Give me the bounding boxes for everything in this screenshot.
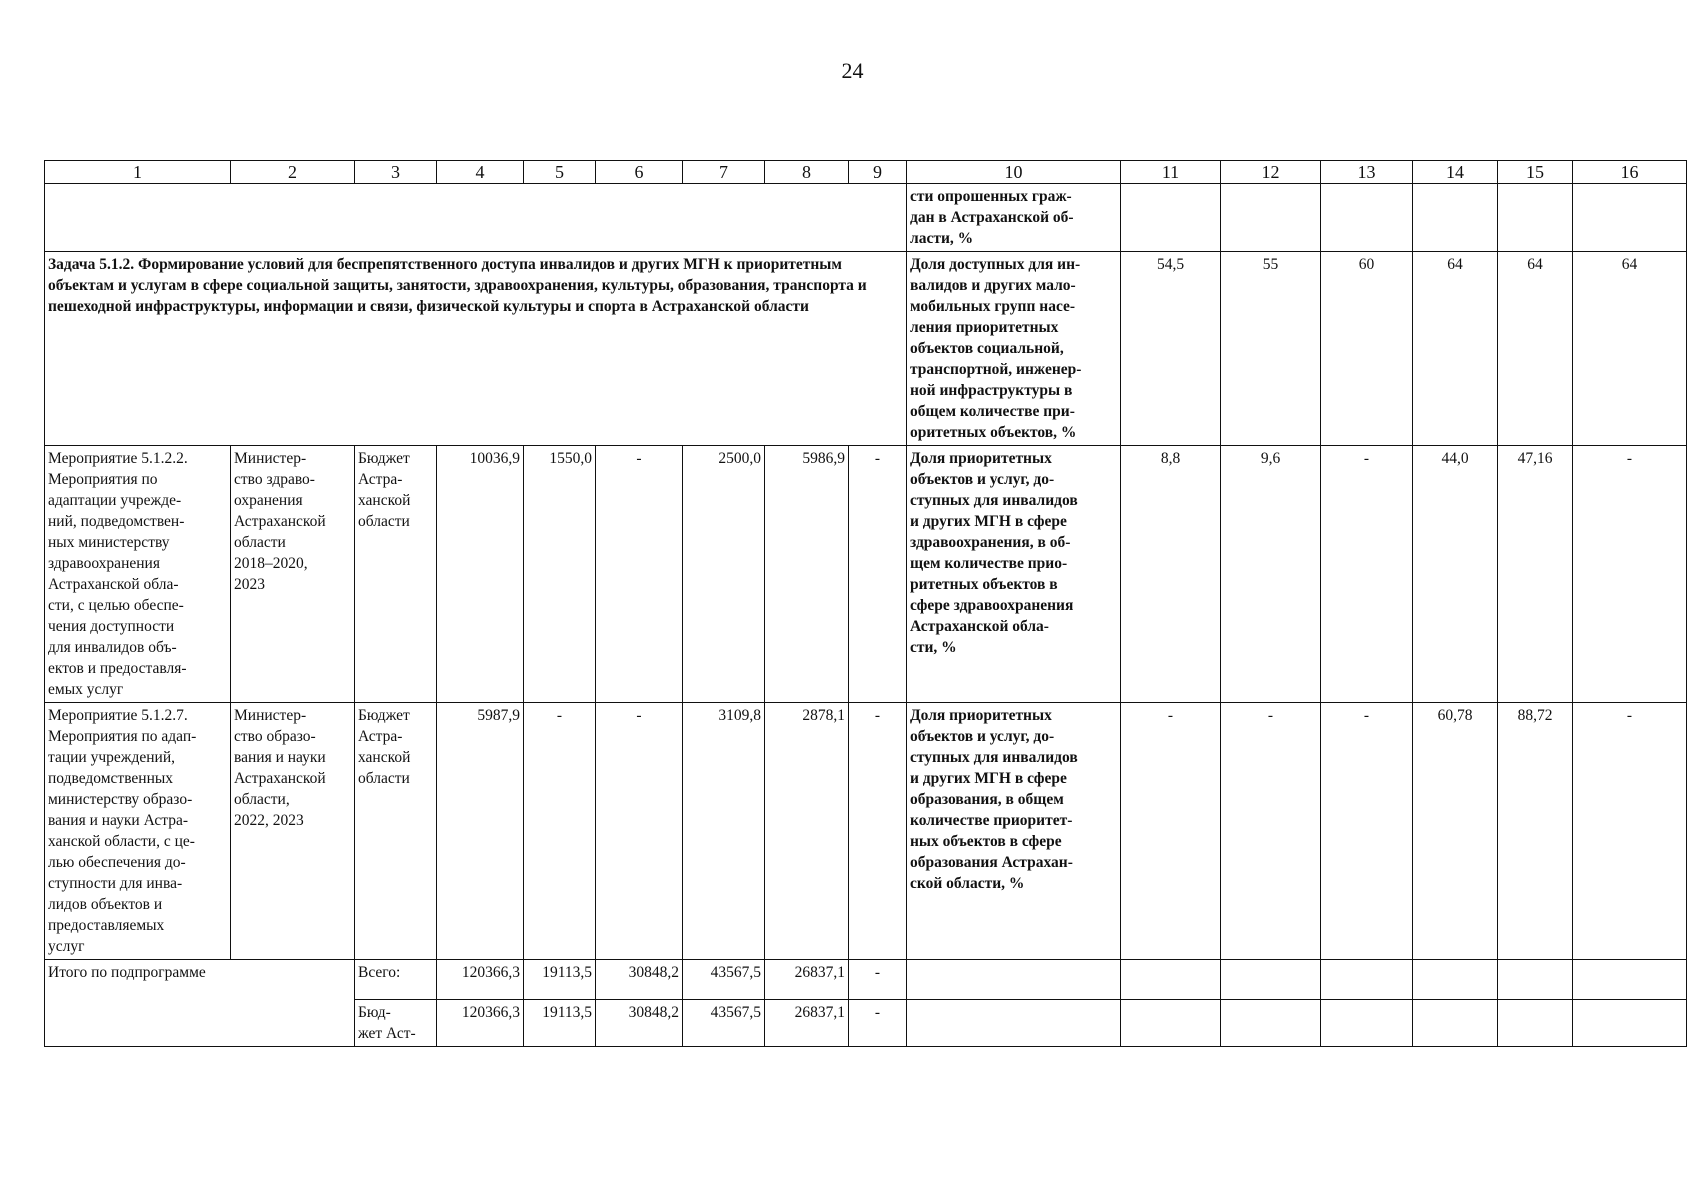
amount-cell: - xyxy=(849,446,907,703)
amount-cell: 120366,3 xyxy=(437,960,524,1000)
value-cell: 64 xyxy=(1573,252,1687,446)
value-cell: 60,78 xyxy=(1413,703,1498,960)
col-header: 1 xyxy=(45,161,231,184)
event-name: Мероприятие 5.1.2.2. Мероприятия по адаптации учрежде- ний, подведомствен- ных министерству здравоохранения Астраханской обла- сти, с целью обеспе- чения доступности для инвалидов объ- ектов и предоставля- емых услуг xyxy=(45,446,231,703)
value-cell: - xyxy=(1221,703,1321,960)
amount-cell: 2878,1 xyxy=(765,703,849,960)
col-header: 6 xyxy=(596,161,683,184)
value-cell: 60 xyxy=(1321,252,1413,446)
task-row xyxy=(45,252,1687,446)
empty-cell xyxy=(1498,184,1573,252)
value-cell: 54,5 xyxy=(1121,252,1221,446)
page-number: 24 xyxy=(841,58,864,83)
empty-cell xyxy=(1498,960,1573,1000)
amount-cell: - xyxy=(849,960,907,1000)
col-header: 15 xyxy=(1498,161,1573,184)
indicator-cell: сти опрошенных граж- дан в Астраханской об- ласти, % xyxy=(907,184,1121,252)
empty-cell xyxy=(1221,184,1321,252)
amount-cell: 1550,0 xyxy=(524,446,596,703)
col-header: 13 xyxy=(1321,161,1413,184)
empty-cell xyxy=(1321,184,1413,252)
amount-cell: - xyxy=(849,703,907,960)
amount-cell: 43567,5 xyxy=(683,1000,765,1047)
amount-cell: 19113,5 xyxy=(524,1000,596,1047)
empty-cell xyxy=(45,184,907,252)
amount-cell: 26837,1 xyxy=(765,960,849,1000)
col-header: 3 xyxy=(355,161,437,184)
value-cell: 88,72 xyxy=(1498,703,1573,960)
value-cell: - xyxy=(1321,703,1413,960)
empty-cell xyxy=(1221,960,1321,1000)
amount-cell: 2500,0 xyxy=(683,446,765,703)
col-header: 4 xyxy=(437,161,524,184)
col-header: 12 xyxy=(1221,161,1321,184)
value-cell: - xyxy=(1573,703,1687,960)
task-title: Задача 5.1.2. Формирование условий для беспрепятственного доступа инвалидов и других МГН к приоритетным объектам и услугам в сфере социальной защиты, занятости, здравоохранения, культуры, образования, транспорта и пешеходной инфраструктуры, информации и связи, физической культуры и спорта в Астраханской области xyxy=(45,252,907,446)
event-name: Мероприятие 5.1.2.7. Мероприятия по адап- тации учреждений, подведомственных министерству образо- вания и науки Астра- ханской области, с це- лью обеспечения до- ступности для инва- лидов объектов и предоставляемых услуг xyxy=(45,703,231,960)
value-cell: 64 xyxy=(1413,252,1498,446)
col-header: 14 xyxy=(1413,161,1498,184)
col-header: 8 xyxy=(765,161,849,184)
empty-cell xyxy=(1121,960,1221,1000)
amount-cell: 5987,9 xyxy=(437,703,524,960)
empty-cell xyxy=(1573,184,1687,252)
col-header: 2 xyxy=(231,161,355,184)
value-cell: - xyxy=(1321,446,1413,703)
col-header: 5 xyxy=(524,161,596,184)
col-header: 9 xyxy=(849,161,907,184)
amount-cell: 43567,5 xyxy=(683,960,765,1000)
empty-cell xyxy=(1573,960,1687,1000)
empty-cell xyxy=(1413,1000,1498,1047)
col-header: 7 xyxy=(683,161,765,184)
budget-table xyxy=(44,160,1687,1047)
executor-cell: Министер- ство здраво- охранения Астраханской области 2018–2020, 2023 xyxy=(231,446,355,703)
value-cell: 55 xyxy=(1221,252,1321,446)
amount-cell: - xyxy=(849,1000,907,1047)
col-header: 10 xyxy=(907,161,1121,184)
value-cell: 9,6 xyxy=(1221,446,1321,703)
amount-cell: 26837,1 xyxy=(765,1000,849,1047)
amount-cell: 120366,3 xyxy=(437,1000,524,1047)
empty-cell xyxy=(1321,1000,1413,1047)
continuation-row xyxy=(45,184,1687,252)
amount-cell: - xyxy=(524,703,596,960)
source-cell: Всего: xyxy=(355,960,437,1000)
value-cell: 47,16 xyxy=(1498,446,1573,703)
value-cell: 8,8 xyxy=(1121,446,1221,703)
amount-cell: 30848,2 xyxy=(596,1000,683,1047)
empty-cell xyxy=(1413,184,1498,252)
empty-cell xyxy=(1121,184,1221,252)
value-cell: - xyxy=(1121,703,1221,960)
empty-cell xyxy=(1573,1000,1687,1047)
indicator-cell: Доля приоритетных объектов и услуг, до- ступных для инвалидов и других МГН в сфере здравоохранения, в об- щем количестве прио- ритетных объектов в сфере здравоохранения Астраханской обла- сти, % xyxy=(907,446,1121,703)
total-row xyxy=(45,960,1687,1000)
amount-cell: 19113,5 xyxy=(524,960,596,1000)
empty-cell xyxy=(1121,1000,1221,1047)
empty-cell xyxy=(1498,1000,1573,1047)
source-cell: Бюджет Астра- ханской области xyxy=(355,703,437,960)
amount-cell: 30848,2 xyxy=(596,960,683,1000)
empty-cell xyxy=(907,960,1121,1000)
source-cell: Бюджет Астра- ханской области xyxy=(355,446,437,703)
col-header: 11 xyxy=(1121,161,1221,184)
amount-cell: 3109,8 xyxy=(683,703,765,960)
indicator-cell: Доля доступных для ин- валидов и других мало- мобильных групп насе- ления приоритетных объектов социальной, транспортной, инженер- ной инфраструктуры в общем количестве при- оритетных объектов, % xyxy=(907,252,1121,446)
value-cell: 44,0 xyxy=(1413,446,1498,703)
executor-cell: Министер- ство образо- вания и науки Астраханской области, 2022, 2023 xyxy=(231,703,355,960)
value-cell: - xyxy=(1573,446,1687,703)
indicator-cell: Доля приоритетных объектов и услуг, до- ступных для инвалидов и других МГН в сфере образования, в общем количестве приоритет- ных объектов в сфере образования Астрахан- ской области, % xyxy=(907,703,1121,960)
empty-cell xyxy=(1413,960,1498,1000)
column-number-row xyxy=(45,161,1687,184)
event-row-health xyxy=(45,446,1687,703)
source-cell: Бюд- жет Аст- xyxy=(355,1000,437,1047)
event-row-education xyxy=(45,703,1687,960)
amount-cell: 10036,9 xyxy=(437,446,524,703)
col-header: 16 xyxy=(1573,161,1687,184)
total-label: Итого по подпрограмме xyxy=(45,960,355,1047)
amount-cell: - xyxy=(596,446,683,703)
empty-cell xyxy=(1221,1000,1321,1047)
amount-cell: - xyxy=(596,703,683,960)
empty-cell xyxy=(907,1000,1121,1047)
empty-cell xyxy=(1321,960,1413,1000)
amount-cell: 5986,9 xyxy=(765,446,849,703)
value-cell: 64 xyxy=(1498,252,1573,446)
